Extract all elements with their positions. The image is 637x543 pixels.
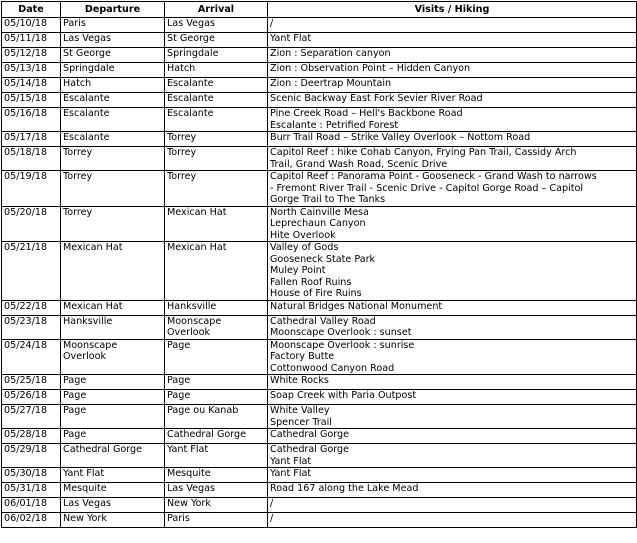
arrival-line: Escalante bbox=[167, 93, 214, 104]
arrival-cell bbox=[165, 300, 268, 315]
table-row bbox=[2, 468, 637, 483]
date-cell: 05/10/18 bbox=[2, 18, 61, 33]
date-cell: 05/12/18 bbox=[2, 48, 61, 63]
arrival-line: Hatch bbox=[167, 63, 196, 74]
visits-line: - Fremont River Trail - Scenic Drive - Capitol Gorge Road – Capitol bbox=[270, 182, 584, 194]
arrival-line: Escalante bbox=[167, 78, 214, 89]
arrival-cell bbox=[165, 339, 268, 375]
departure-line: St George bbox=[63, 48, 111, 59]
visits-line: Scenic Backway East Fork Sevier River Road bbox=[270, 93, 483, 104]
arrival-cell bbox=[165, 444, 268, 468]
arrival-line: Yant Flat bbox=[167, 444, 209, 455]
table-row bbox=[2, 339, 637, 375]
visits-line: Valley of Gods bbox=[270, 242, 339, 253]
arrival-line: Cathedral Gorge bbox=[167, 429, 247, 440]
visits-line: Factory Butte bbox=[270, 351, 335, 362]
arrival-line: St George bbox=[167, 33, 215, 44]
departure-line: Escalante bbox=[63, 93, 110, 104]
visits-line: Pine Creek Road – Hell's Backbone Road bbox=[270, 108, 463, 119]
departure-cell bbox=[61, 48, 165, 63]
date-cell: 05/18/18 bbox=[2, 147, 61, 171]
visits-line: / bbox=[270, 18, 274, 29]
visits-line: Soap Creek with Paria Outpost bbox=[270, 390, 417, 401]
arrival-line: Mesquite bbox=[167, 468, 211, 479]
departure-cell bbox=[61, 468, 165, 483]
visits-cell bbox=[268, 405, 637, 429]
visits-line: Moonscape Overlook : sunset bbox=[270, 327, 412, 338]
visits-cell bbox=[268, 18, 637, 33]
visits-line: Burr Trail Road – Strike Valley Overlook – Nottom Road bbox=[270, 132, 531, 143]
table-row bbox=[2, 429, 637, 444]
visits-cell bbox=[268, 63, 637, 78]
arrival-line: Page ou Kanab bbox=[167, 405, 239, 416]
departure-cell bbox=[61, 147, 165, 171]
departure-line: Mexican Hat bbox=[63, 300, 123, 312]
table-row bbox=[2, 147, 637, 171]
date-cell: 05/17/18 bbox=[2, 132, 61, 147]
date-cell: 05/16/18 bbox=[2, 108, 61, 132]
visits-line: Gooseneck State Park bbox=[270, 253, 376, 265]
arrival-cell bbox=[165, 93, 268, 108]
arrival-line: Las Vegas bbox=[167, 483, 215, 494]
visits-cell bbox=[268, 375, 637, 390]
date-cell: 05/24/18 bbox=[2, 339, 61, 375]
visits-line: Gorge Trail to The Tanks bbox=[270, 194, 386, 205]
arrival-line: Torrey bbox=[167, 147, 197, 158]
arrival-line: Page bbox=[167, 390, 191, 401]
arrival-cell bbox=[165, 483, 268, 498]
date-cell: 05/22/18 bbox=[2, 300, 61, 315]
arrival-line: New York bbox=[167, 498, 211, 509]
departure-line: Yant Flat bbox=[63, 468, 105, 479]
table-row bbox=[2, 242, 637, 301]
visits-line: Moonscape Overlook : sunrise bbox=[270, 339, 415, 351]
arrival-line: Torrey bbox=[167, 171, 197, 182]
table-row bbox=[2, 171, 637, 207]
departure-cell bbox=[61, 132, 165, 147]
departure-line: Escalante bbox=[63, 108, 110, 119]
table-row bbox=[2, 390, 637, 405]
arrival-cell bbox=[165, 242, 268, 301]
departure-line: Page bbox=[63, 405, 87, 416]
date-cell: 05/30/18 bbox=[2, 468, 61, 483]
arrival-cell bbox=[165, 498, 268, 513]
departure-cell bbox=[61, 171, 165, 207]
header-row bbox=[2, 2, 637, 18]
departure-line: Torrey bbox=[63, 206, 93, 218]
departure-line: Overlook bbox=[63, 351, 107, 362]
date-cell: 05/28/18 bbox=[2, 429, 61, 444]
arrival-line: Escalante bbox=[167, 108, 214, 119]
visits-line: Capitol Reef : Panorama Point - Gooseneck - Grand Wash to narrows bbox=[270, 171, 597, 182]
visits-line: House of Fire Ruins bbox=[270, 288, 362, 299]
arrival-line: Paris bbox=[167, 513, 190, 524]
date-cell: 05/27/18 bbox=[2, 405, 61, 429]
visits-line: Leprechaun Canyon bbox=[270, 218, 366, 229]
arrival-line: Springdale bbox=[167, 48, 219, 59]
departure-cell bbox=[61, 242, 165, 301]
date-cell: 05/31/18 bbox=[2, 483, 61, 498]
departure-line: Cathedral Gorge bbox=[63, 444, 143, 455]
visits-cell bbox=[268, 498, 637, 513]
visits-cell bbox=[268, 33, 637, 48]
arrival-line: Las Vegas bbox=[167, 18, 215, 29]
table-row bbox=[2, 315, 637, 339]
visits-cell bbox=[268, 339, 637, 375]
visits-cell bbox=[268, 513, 637, 528]
visits-line: Yant Flat bbox=[270, 468, 312, 479]
arrival-line: Page bbox=[167, 375, 191, 386]
table-row bbox=[2, 18, 637, 33]
visits-line: Spencer Trail bbox=[270, 416, 332, 428]
visits-line: Cathedral Valley Road bbox=[270, 315, 376, 327]
table-row bbox=[2, 513, 637, 528]
visits-line: Trail, Grand Wash Road, Scenic Drive bbox=[270, 158, 448, 170]
date-cell: 06/01/18 bbox=[2, 498, 61, 513]
visits-cell bbox=[268, 147, 637, 171]
departure-cell bbox=[61, 206, 165, 242]
arrival-cell bbox=[165, 63, 268, 78]
departure-cell bbox=[61, 33, 165, 48]
table-row bbox=[2, 78, 637, 93]
table-row bbox=[2, 33, 637, 48]
visits-cell bbox=[268, 171, 637, 207]
visits-line: Zion : Separation canyon bbox=[270, 48, 391, 59]
header-date: Date bbox=[2, 2, 61, 18]
visits-cell bbox=[268, 315, 637, 339]
departure-cell bbox=[61, 498, 165, 513]
date-cell: 05/26/18 bbox=[2, 390, 61, 405]
departure-line: Mexican Hat bbox=[63, 242, 123, 253]
arrival-cell bbox=[165, 405, 268, 429]
arrival-line: Mexican Hat bbox=[167, 242, 227, 253]
date-cell: 05/11/18 bbox=[2, 33, 61, 48]
visits-line: Muley Point bbox=[270, 265, 326, 276]
visits-line: White Valley bbox=[270, 405, 330, 416]
arrival-cell bbox=[165, 513, 268, 528]
departure-cell bbox=[61, 375, 165, 390]
date-cell: 05/29/18 bbox=[2, 444, 61, 468]
table-row bbox=[2, 63, 637, 78]
visits-cell bbox=[268, 93, 637, 108]
table-row bbox=[2, 300, 637, 315]
arrival-line: Page bbox=[167, 339, 191, 351]
departure-line: Mesquite bbox=[63, 483, 107, 494]
date-cell: 06/02/18 bbox=[2, 513, 61, 528]
date-cell: 05/23/18 bbox=[2, 315, 61, 339]
date-cell: 05/14/18 bbox=[2, 78, 61, 93]
visits-cell bbox=[268, 242, 637, 301]
table-row bbox=[2, 132, 637, 147]
visits-line: Hite Overlook bbox=[270, 229, 336, 241]
departure-line: New York bbox=[63, 513, 107, 524]
table-row bbox=[2, 498, 637, 513]
arrival-cell bbox=[165, 429, 268, 444]
arrival-cell bbox=[165, 33, 268, 48]
visits-line: / bbox=[270, 498, 274, 509]
visits-line: Cathedral Gorge bbox=[270, 444, 350, 455]
departure-line: Torrey bbox=[63, 171, 93, 182]
header-arrival: Arrival bbox=[165, 2, 268, 18]
table-row bbox=[2, 48, 637, 63]
departure-line: Las Vegas bbox=[63, 33, 111, 44]
header-visits: Visits / Hiking bbox=[268, 2, 637, 18]
table-row bbox=[2, 375, 637, 390]
date-cell: 05/21/18 bbox=[2, 242, 61, 301]
visits-cell bbox=[268, 108, 637, 132]
visits-cell bbox=[268, 48, 637, 63]
departure-line: Page bbox=[63, 375, 87, 386]
departure-cell bbox=[61, 405, 165, 429]
arrival-cell bbox=[165, 171, 268, 207]
arrival-cell bbox=[165, 48, 268, 63]
visits-line: / bbox=[270, 513, 274, 524]
table-row bbox=[2, 108, 637, 132]
date-cell: 05/20/18 bbox=[2, 206, 61, 242]
table-row bbox=[2, 206, 637, 242]
visits-line: Road 167 along the Lake Mead bbox=[270, 483, 419, 494]
departure-cell bbox=[61, 444, 165, 468]
departure-line: Torrey bbox=[63, 147, 93, 158]
departure-line: Hanksville bbox=[63, 315, 113, 327]
visits-line: North Cainville Mesa bbox=[270, 206, 369, 218]
departure-cell bbox=[61, 63, 165, 78]
table-row bbox=[2, 405, 637, 429]
departure-cell bbox=[61, 483, 165, 498]
departure-line: Moonscape bbox=[63, 339, 118, 351]
departure-line: Las Vegas bbox=[63, 498, 111, 509]
itinerary-table bbox=[1, 1, 637, 528]
departure-cell bbox=[61, 390, 165, 405]
departure-cell bbox=[61, 18, 165, 33]
visits-cell bbox=[268, 132, 637, 147]
visits-cell bbox=[268, 429, 637, 444]
header-departure: Departure bbox=[61, 2, 165, 18]
visits-cell bbox=[268, 390, 637, 405]
visits-cell bbox=[268, 78, 637, 93]
arrival-cell bbox=[165, 18, 268, 33]
arrival-cell bbox=[165, 206, 268, 242]
arrival-cell bbox=[165, 132, 268, 147]
date-cell: 05/15/18 bbox=[2, 93, 61, 108]
arrival-cell bbox=[165, 78, 268, 93]
departure-cell bbox=[61, 300, 165, 315]
departure-cell bbox=[61, 513, 165, 528]
departure-line: Paris bbox=[63, 18, 86, 29]
date-cell: 05/19/18 bbox=[2, 171, 61, 207]
itinerary-body bbox=[2, 18, 637, 528]
arrival-cell bbox=[165, 315, 268, 339]
departure-cell bbox=[61, 429, 165, 444]
visits-line: Cathedral Gorge bbox=[270, 429, 350, 440]
visits-line: Yant Flat bbox=[270, 33, 312, 44]
visits-line: Yant Flat bbox=[270, 455, 312, 467]
arrival-line: Mexican Hat bbox=[167, 206, 227, 218]
departure-line: Page bbox=[63, 429, 87, 440]
departure-cell bbox=[61, 339, 165, 375]
arrival-line: Moonscape bbox=[167, 315, 222, 327]
visits-cell bbox=[268, 206, 637, 242]
visits-line: Capitol Reef : hike Cohab Canyon, Frying Pan Trail, Cassidy Arch bbox=[270, 147, 577, 158]
arrival-line: Torrey bbox=[167, 132, 197, 143]
arrival-cell bbox=[165, 390, 268, 405]
table-row bbox=[2, 444, 637, 468]
table-row bbox=[2, 93, 637, 108]
date-cell: 05/13/18 bbox=[2, 63, 61, 78]
visits-line: Natural Bridges National Monument bbox=[270, 300, 443, 312]
visits-cell bbox=[268, 444, 637, 468]
arrival-cell bbox=[165, 468, 268, 483]
visits-line: Zion : Deertrap Mountain bbox=[270, 78, 392, 89]
departure-cell bbox=[61, 315, 165, 339]
visits-line: Fallen Roof Ruins bbox=[270, 276, 352, 288]
visits-cell bbox=[268, 300, 637, 315]
visits-cell bbox=[268, 483, 637, 498]
visits-line: Cottonwood Canyon Road bbox=[270, 362, 395, 374]
arrival-cell bbox=[165, 147, 268, 171]
date-cell: 05/25/18 bbox=[2, 375, 61, 390]
visits-line: Zion : Observation Point – Hidden Canyon bbox=[270, 63, 471, 74]
departure-cell bbox=[61, 78, 165, 93]
arrival-cell bbox=[165, 375, 268, 390]
visits-line: White Rocks bbox=[270, 375, 329, 386]
arrival-line: Hanksville bbox=[167, 300, 217, 312]
visits-line: Escalante : Petrified Forest bbox=[270, 119, 399, 131]
departure-cell bbox=[61, 108, 165, 132]
departure-line: Hatch bbox=[63, 78, 92, 89]
arrival-cell bbox=[165, 108, 268, 132]
departure-line: Springdale bbox=[63, 63, 115, 74]
departure-line: Page bbox=[63, 390, 87, 401]
departure-line: Escalante bbox=[63, 132, 110, 143]
visits-cell bbox=[268, 468, 637, 483]
arrival-line: Overlook bbox=[167, 327, 211, 338]
table-row bbox=[2, 483, 637, 498]
departure-cell bbox=[61, 93, 165, 108]
